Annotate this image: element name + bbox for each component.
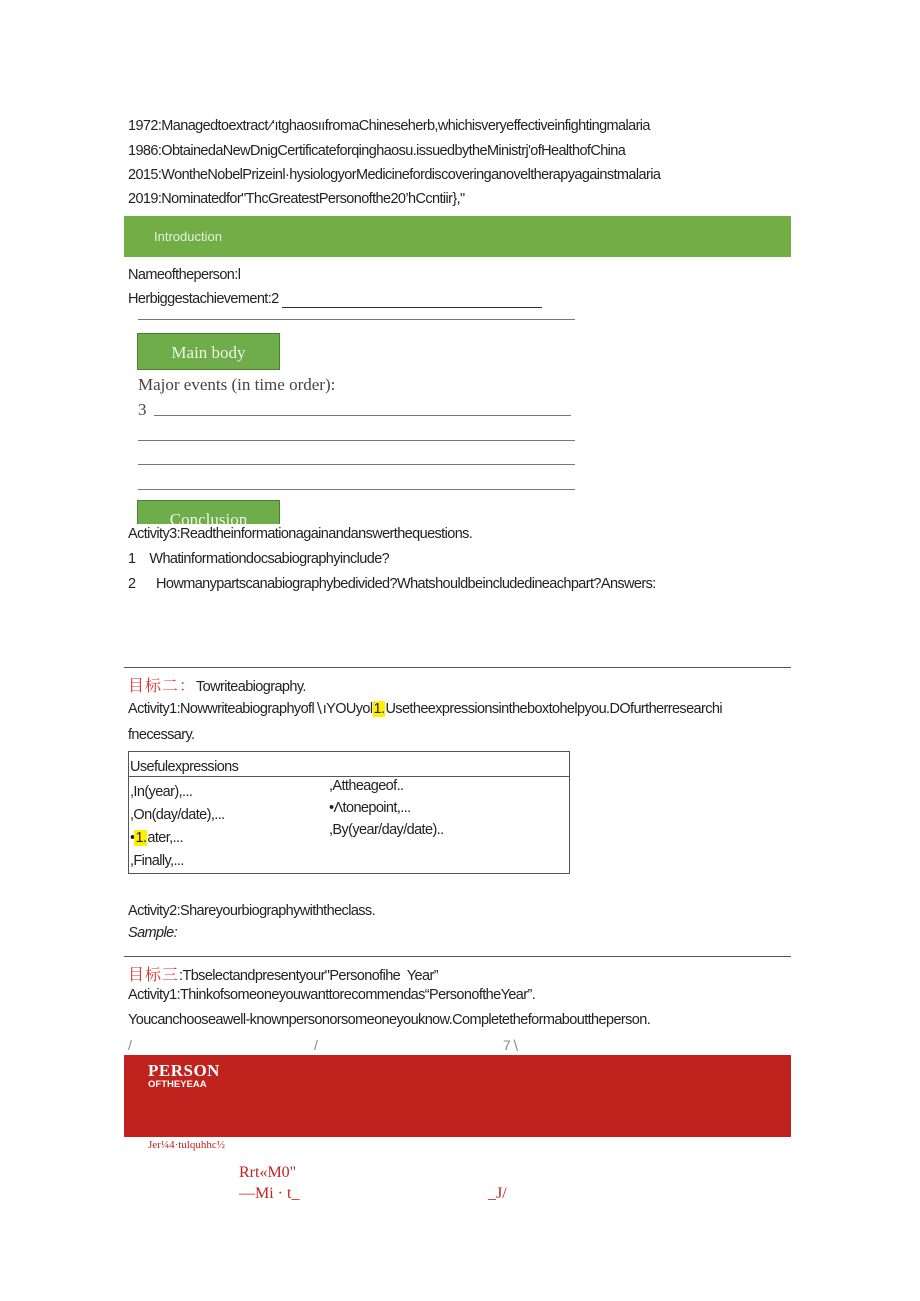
goal-2-heading [128, 673, 306, 696]
main-body-button: Main body [137, 333, 280, 370]
useful-expressions-title: Usefulexpressions [130, 759, 239, 775]
person-of-the-year-banner [124, 1055, 791, 1137]
goal-3-text: :Tbselectandpresentyour"Personofihe Year” [179, 968, 438, 984]
name-of-person-label: Nameoftheperson:l [128, 267, 241, 283]
highlight-marker: 1. [135, 830, 147, 846]
name-of-person-line [128, 267, 240, 283]
garbled-form-label: Jer¼4·tulquhhc½ [148, 1139, 225, 1151]
goal-2-text: Towriteabiography. [196, 679, 306, 695]
section-divider [124, 956, 791, 957]
scanned-outline-image [134, 316, 578, 524]
biggest-achievement-line [128, 291, 542, 308]
expression-on-day: ,On(day/date),... [130, 807, 225, 823]
activity1-text-part2: Usetheexpressionsintheboxtohelpyou.DOfurtherresearchi [385, 701, 722, 717]
event-blank-4[interactable] [138, 489, 575, 490]
introduction-bar [124, 216, 791, 257]
activity1-think-line: Activity1:Thinkofsomeoneyouwanttorecommendas“PersonoftheYear”. [128, 987, 536, 1003]
timeline-2019: 2019:Nominatedfor"ThcGreatestPersonofthe20’hCcntiir}," [128, 191, 465, 207]
major-events-label: Major events (in time order): [138, 375, 336, 394]
achievement-blank[interactable] [282, 291, 542, 308]
conclusion-button: Conclusion [137, 500, 280, 524]
goal-3-heading [128, 962, 438, 985]
event-blank-1[interactable] [154, 415, 571, 416]
banner-title: PERSON [148, 1061, 220, 1080]
bullet: • [130, 830, 135, 846]
goal-2-label: 目标二： [128, 676, 197, 695]
section-divider [124, 667, 791, 668]
banner-subtitle: OFTHEYEAA [148, 1079, 207, 1090]
activity1-text-part1: Activity1:Nowwriteabiographyofl∖ıYOUyol [128, 701, 373, 717]
expression-later-text: ater,... [147, 830, 183, 846]
garbled-form-label: —Mi · t_ [239, 1185, 300, 1202]
scan-rule [138, 319, 575, 320]
highlight-marker: 1. [373, 701, 385, 717]
activity2-heading: Activity2:Shareyourbiographywiththeclass. [128, 903, 376, 919]
garbled-form-label: _J/ [488, 1185, 507, 1202]
goal-3-label: 目标三 [128, 965, 180, 984]
expression-in-year: ,In(year),... [130, 784, 193, 800]
expression-finally: ,Finally,... [130, 853, 184, 869]
question-2: 2 Howmanypartscanabiographybedivided?Whatshouldbeincludedineachpart?Answers: [128, 576, 656, 592]
activity1-write-line [128, 701, 722, 717]
question-1: 1 Whatinformationdocsabiographyinclude? [128, 551, 390, 567]
sample-label: Sample: [128, 925, 177, 941]
stray-mark: 7∖ [503, 1037, 520, 1053]
activity1-think-line2: Youcanchooseawell-knownpersonorsomeoneyouknow.Completetheformabouttheperson. [128, 1012, 651, 1028]
activity1-write-line2: fnecessary. [128, 727, 195, 743]
expression-later [130, 830, 183, 846]
useful-expressions-header [129, 752, 569, 777]
expression-at-one-point: •Λtonepoint,... [329, 800, 411, 816]
timeline-1972: 1972:Managedtoextract ⁄‘ıtghaosııfromaChineseherb,whichisveryeffectiveinfightingmalaria [128, 118, 650, 134]
event-blank-2[interactable] [138, 440, 575, 441]
garbled-form-label: Rrt«M0" [239, 1164, 297, 1181]
stray-mark: / [128, 1037, 132, 1053]
timeline-2015: 2015:WontheNobelPrizeinl·hysiologyorMedicinefordiscoveringanoveltherapyagainstmalaria [128, 167, 661, 183]
introduction-label: Introduction [154, 229, 222, 244]
achievement-label: Herbiggestachievement:2 [128, 291, 279, 307]
timeline-1986: 1986:ObtainedaNewDnigCertificateforqinghaosu.issuedbytheMinistrj'ofHealthofChina [128, 143, 626, 159]
activity3-heading: Activity3:Readtheinformationagainandanswerthequestions. [128, 526, 473, 542]
expression-by-year: ,By(year/day/date).. [329, 822, 444, 838]
expression-at-the-age: ,Attheageof.. [329, 778, 404, 794]
stray-mark: / [314, 1037, 318, 1053]
useful-expressions-box [128, 751, 570, 874]
event-blank-3[interactable] [138, 464, 575, 465]
event-number-3: 3 [138, 400, 147, 419]
